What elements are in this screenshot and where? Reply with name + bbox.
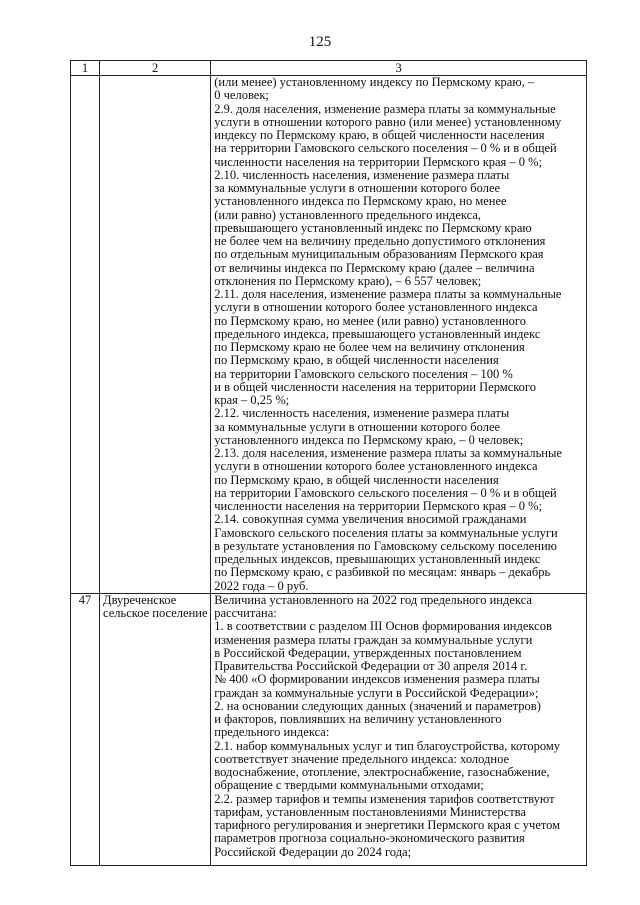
text-line: не более чем на величину предельно допустимого отклонения — [214, 235, 546, 248]
text-line: Величина установленного на 2022 год предельного индекса — [214, 593, 532, 607]
table-row — [71, 593, 587, 865]
row-name-line: Двуреченское — [103, 593, 177, 607]
text-line: 2.12. численность населения, изменение размера платы — [214, 407, 510, 421]
text-line: на территории Гамовского сельского поселения – 0 % и в общей — [214, 486, 557, 500]
text-line: (или менее) установленному индексу по Пермскому краю, – — [214, 76, 535, 89]
text-line: на территории Гамовского сельского поселения – 100 % — [214, 367, 513, 381]
text-line: по отдельным муниципальным образованиям Пермского края — [214, 248, 544, 262]
text-line: установленного индекса по Пермскому краю, – 0 человек; — [214, 433, 524, 447]
text-line: 2.10. численность населения, изменение размера платы — [214, 168, 510, 182]
text-line: № 400 «О формировании индексов изменения размера платы — [214, 673, 540, 687]
text-line: предельного индекса, превышающего установленный индекс — [214, 327, 541, 341]
text-line: численности населения на территории Пермского края – 0 %; — [214, 500, 543, 513]
text-line: за коммунальные услуги в отношении которого более — [214, 420, 501, 434]
text-line: предельного индекса: — [214, 726, 330, 740]
text-line: услуги в отношении которого более установленного индекса — [214, 460, 538, 474]
text-line: 2.2. размер тарифов и темпы изменения тарифов соответствуют — [214, 792, 555, 806]
page-number: 125 — [308, 34, 332, 50]
text-line: установленного индекса по Пермскому краю, но менее — [214, 195, 507, 209]
header-col-3: 3 — [211, 61, 587, 76]
row-number: 47 — [71, 593, 100, 865]
document-table — [70, 60, 587, 866]
text-line: Правительства Российской Федерации от 30 апреля 2014 г. — [214, 660, 528, 673]
text-line: и в общей численности населения на территории Пермского — [214, 380, 537, 394]
text-line: 0 человек; — [214, 89, 269, 103]
text-line: от величины индекса по Пермскому краю (далее – величина — [214, 261, 535, 275]
text-line: тарифного регулирования и энергетики Пермского края с учетом — [214, 819, 561, 832]
text-line: по Пермскому краю, в общей численности населения — [214, 354, 499, 368]
text-line: 2022 года – 0 руб. — [214, 579, 309, 593]
text-line: 2.11. доля населения, изменение размера платы за коммунальные — [214, 288, 562, 301]
row-name — [100, 76, 211, 594]
text-line: превышающего установленный индекс по Пермскому краю — [214, 221, 532, 235]
text-line: по Пермскому краю, с разбивкой по месяцам: январь – декабрь — [214, 566, 551, 580]
text-line: на территории Гамовского сельского поселения – 0 % и в общей — [214, 142, 557, 156]
text-line: 2.14. совокупная сумма увеличения вносимой гражданами — [214, 513, 527, 527]
text-line: численности населения на территории Пермского края – 0 %; — [214, 155, 543, 169]
text-line: (или равно) установленного предельного индекса, — [214, 208, 482, 222]
text-line: водоснабжение, отопление, электроснабжение, газоснабжение, — [214, 766, 550, 779]
text-line: предельных индексов, превышающих установленный индекс — [214, 553, 541, 566]
table-row — [71, 76, 587, 594]
text-line: 2.1. набор коммунальных услуг и тип благоустройства, которому — [214, 739, 561, 753]
header-col-1: 1 — [71, 61, 100, 76]
text-line: тарифам, установленным постановлениями Министерства — [214, 805, 526, 819]
text-line: соответствует значение предельного индекса: холодное — [214, 752, 510, 766]
text-line: услуги в отношении которого более установленного индекса — [214, 301, 538, 315]
text-line: изменения размера платы граждан за коммунальные услуги — [214, 633, 533, 647]
text-line: услуги в отношении которого равно (или менее) установленному — [214, 115, 562, 129]
text-line: 1. в соответствии с разделом III Основ формирования индексов — [214, 620, 552, 634]
text-line: 2. на основании следующих данных (значений и параметров) — [214, 699, 541, 713]
row-content — [211, 593, 587, 865]
text-line: края – 0,25 %; — [214, 394, 290, 407]
text-line: за коммунальные услуги в отношении которого более — [214, 182, 501, 195]
row-number — [71, 76, 100, 594]
text-line: граждан за коммунальные услуги в Российской Федерации»; — [214, 686, 539, 700]
text-line: по Пермскому краю, но менее (или равно) установленного — [214, 314, 526, 328]
row-content — [211, 76, 587, 594]
header-col-2: 2 — [100, 61, 211, 76]
text-line: рассчитана: — [214, 607, 277, 620]
text-line: отклонения по Пермскому краю), – 6 557 человек; — [214, 274, 482, 288]
text-line: Российской Федерации до 2024 года; — [214, 845, 412, 859]
text-line: индексу по Пермскому краю, в общей численности населения — [214, 129, 545, 142]
row-name-line: сельское поселение — [103, 607, 208, 620]
text-line: в результате установления по Гамовскому сельскому поселению — [214, 539, 557, 553]
text-line: в Российской Федерации, утвержденных постановлением — [214, 646, 522, 660]
text-line: 2.13. доля населения, изменение размера платы за коммунальные — [214, 447, 562, 460]
text-line: 2.9. доля населения, изменение размера платы за коммунальные — [214, 102, 556, 116]
text-line: и факторов, повлиявших на величину установленного — [214, 713, 502, 726]
text-line: Гамовского сельского поселения платы за коммунальные услуги — [214, 526, 558, 540]
text-line: параметров прогноза социально-экономического развития — [214, 832, 525, 846]
text-line: по Пермскому краю не более чем на величину отклонения — [214, 341, 525, 354]
table-header-row — [71, 61, 587, 76]
row-name — [100, 593, 211, 865]
text-line: обращение с твердыми коммунальными отходами; — [214, 779, 484, 793]
text-line: по Пермскому краю, в общей численности населения — [214, 473, 499, 487]
